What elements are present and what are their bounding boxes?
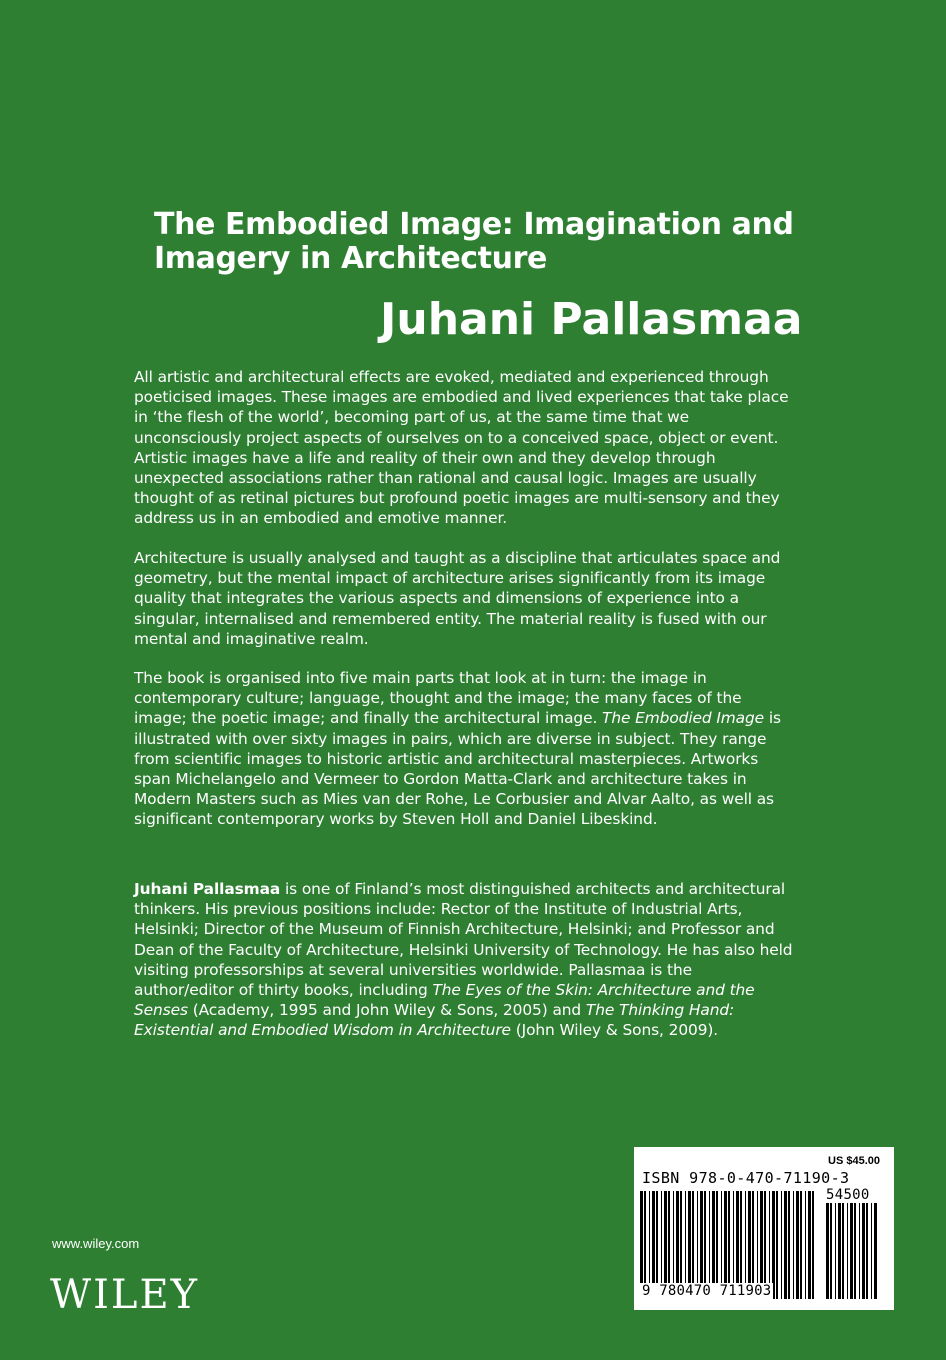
isbn-label: ISBN 978-0-470-71190-3 [642,1169,850,1187]
author-name: Juhani Pallasmaa [380,294,803,345]
book-title-reference: The Embodied Image [602,709,765,728]
publisher-website: www.wiley.com [52,1236,140,1251]
description-paragraph-2: Architecture is usually analysed and taught as a discipline that articulates space and geometry, but the mental impact of architecture arises significantly from its image quality that integrates the various aspects and dimensions of experience into a singular, internalised and remembered entity. The material reality is fused with our mental and imaginative realm. [134,549,781,648]
bio-author-name: Juhani Pallasmaa [134,880,281,898]
description-text: The book is organised into five main parts that look at in turn: the image in contemporary culture; language, thought and the image; the many faces of the image; the poetic image; and finally the architectural image. [134,669,742,728]
description-text: is illustrated with over sixty images in pairs, which are diverse in subject. They range from scientific images to historic artistic and architectural masterpieces. Artworks span Michelangelo and Vermeer to Gordon Matta-Clark and architecture takes in Modern Masters such as Mies van der Rohe, Le Corbusier and Alvar Aalto, as well as significant contemporary works by Steven Holl and Daniel Libeskind. [134,709,781,829]
publisher-logo: WILEY [50,1272,200,1318]
addon-barcode-icon [826,1203,880,1299]
description-paragraph-1: All artistic and architectural effects are evoked, mediated and experienced through poeticised images. These images are embodied and lived experiences that take place in ‘the flesh of the world’, becoming part of us, at the same time that we unconsciously project aspects of ourselves on to a conceived space, object or event. Artistic images have a life and reality of their own and they develop through unexpected associations rather than rational and causal logic. Images are usually thought of as retinal pictures but profound poetic images are multi-sensory and they address us in an embodied and emotive manner. [134,368,789,528]
bio-book-title: The Eyes of the Skin: Architecture and the Senses [134,981,755,1020]
bio-text: is one of Finland’s most distinguished architects and architectural thinkers. His previous positions include: Rector of the Institute of Industrial Arts, Helsinki; Director of the Museum of Finnish Architecture, Helsinki; and Professor and Dean of the Faculty of Architecture, Helsinki University of Technology. He has also held visiting professorships at several universities worldwide. Pallasmaa is the author/editor of thirty books, including [134,880,793,1000]
barcode-panel [634,1147,894,1310]
bio-text: (John Wiley & Sons, 2009). [510,1021,719,1040]
author-bio [134,879,794,1041]
description-paragraph-3 [134,668,794,830]
book-title: The Embodied Image: Imagination and Imagery in Architecture [154,207,794,276]
bio-text: (Academy, 1995 and John Wiley & Sons, 2005) and [187,1001,586,1020]
price-label: US $45.00 [828,1155,880,1167]
addon-digits: 54500 [826,1187,870,1203]
bio-book-title: The Thinking Hand: Existential and Embodied Wisdom in Architecture [134,1001,735,1040]
ean-digits: 9 780470 711903 [642,1283,772,1299]
